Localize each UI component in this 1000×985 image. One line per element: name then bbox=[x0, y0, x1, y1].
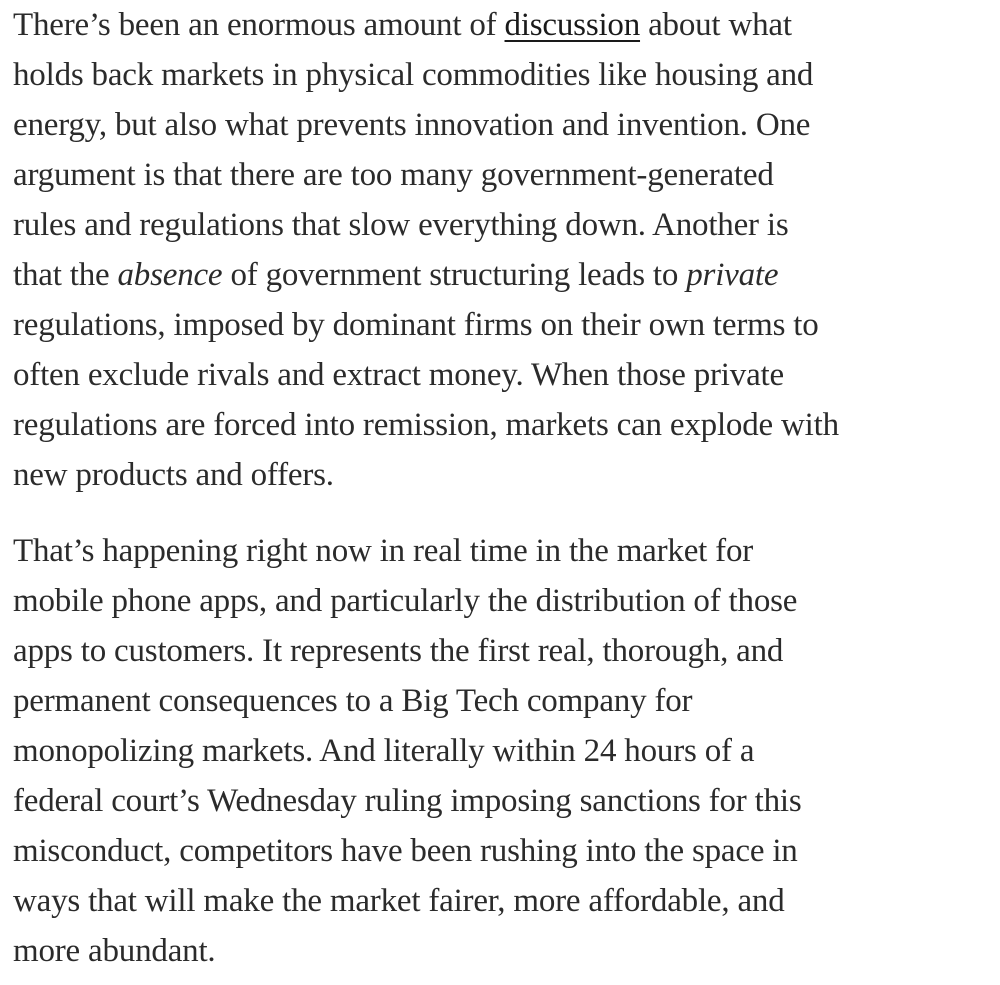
paragraph-1-line-4: argument is that there are too many government-generated bbox=[13, 157, 774, 193]
paragraph-2-line-9: more abundant. bbox=[13, 933, 216, 969]
line-text: of government structuring leads to bbox=[222, 257, 687, 293]
paragraph-2-line-2: mobile phone apps, and particularly the distribution of those bbox=[13, 583, 798, 619]
paragraph-1-line-5: rules and regulations that slow everything down. Another is bbox=[13, 207, 789, 243]
paragraph-2-line-1: That’s happening right now in real time in the market for bbox=[13, 533, 754, 569]
paragraph-1-line-6 bbox=[13, 250, 1000, 300]
paragraph-1-line-10: new products and offers. bbox=[13, 457, 334, 493]
paragraph-1-line-9: regulations are forced into remission, markets can explode with bbox=[13, 407, 839, 443]
emphasis-absence: absence bbox=[117, 257, 223, 293]
paragraph-2-line-8: ways that will make the market fairer, more affordable, and bbox=[13, 883, 785, 919]
paragraph-1-line-2: holds back markets in physical commodities like housing and bbox=[13, 57, 814, 93]
line-text: There’s been an enormous amount of bbox=[13, 7, 505, 43]
paragraph-1-line-3: energy, but also what prevents innovation and invention. One bbox=[13, 107, 811, 143]
paragraph-2-line-7: misconduct, competitors have been rushing into the space in bbox=[13, 833, 798, 869]
paragraph-2-line-4: permanent consequences to a Big Tech company for bbox=[13, 683, 693, 719]
paragraph-1-line-1 bbox=[13, 0, 1000, 50]
paragraph-1-line-7: regulations, imposed by dominant firms on their own terms to bbox=[13, 307, 819, 343]
paragraph-2-line-5: monopolizing markets. And literally within 24 hours of a bbox=[13, 733, 755, 769]
paragraph-2-line-3: apps to customers. It represents the first real, thorough, and bbox=[13, 633, 784, 669]
line-text: that the bbox=[13, 257, 118, 293]
paragraph-1-line-8: often exclude rivals and extract money. When those private bbox=[13, 357, 784, 393]
paragraph-2-line-6: federal court’s Wednesday ruling imposing sanctions for this bbox=[13, 783, 802, 819]
discussion-link[interactable]: discussion bbox=[504, 7, 641, 43]
emphasis-private: private bbox=[686, 257, 779, 293]
paragraph-2 bbox=[13, 526, 1000, 976]
line-text: about what bbox=[640, 7, 792, 43]
paragraph-1 bbox=[13, 0, 1000, 500]
